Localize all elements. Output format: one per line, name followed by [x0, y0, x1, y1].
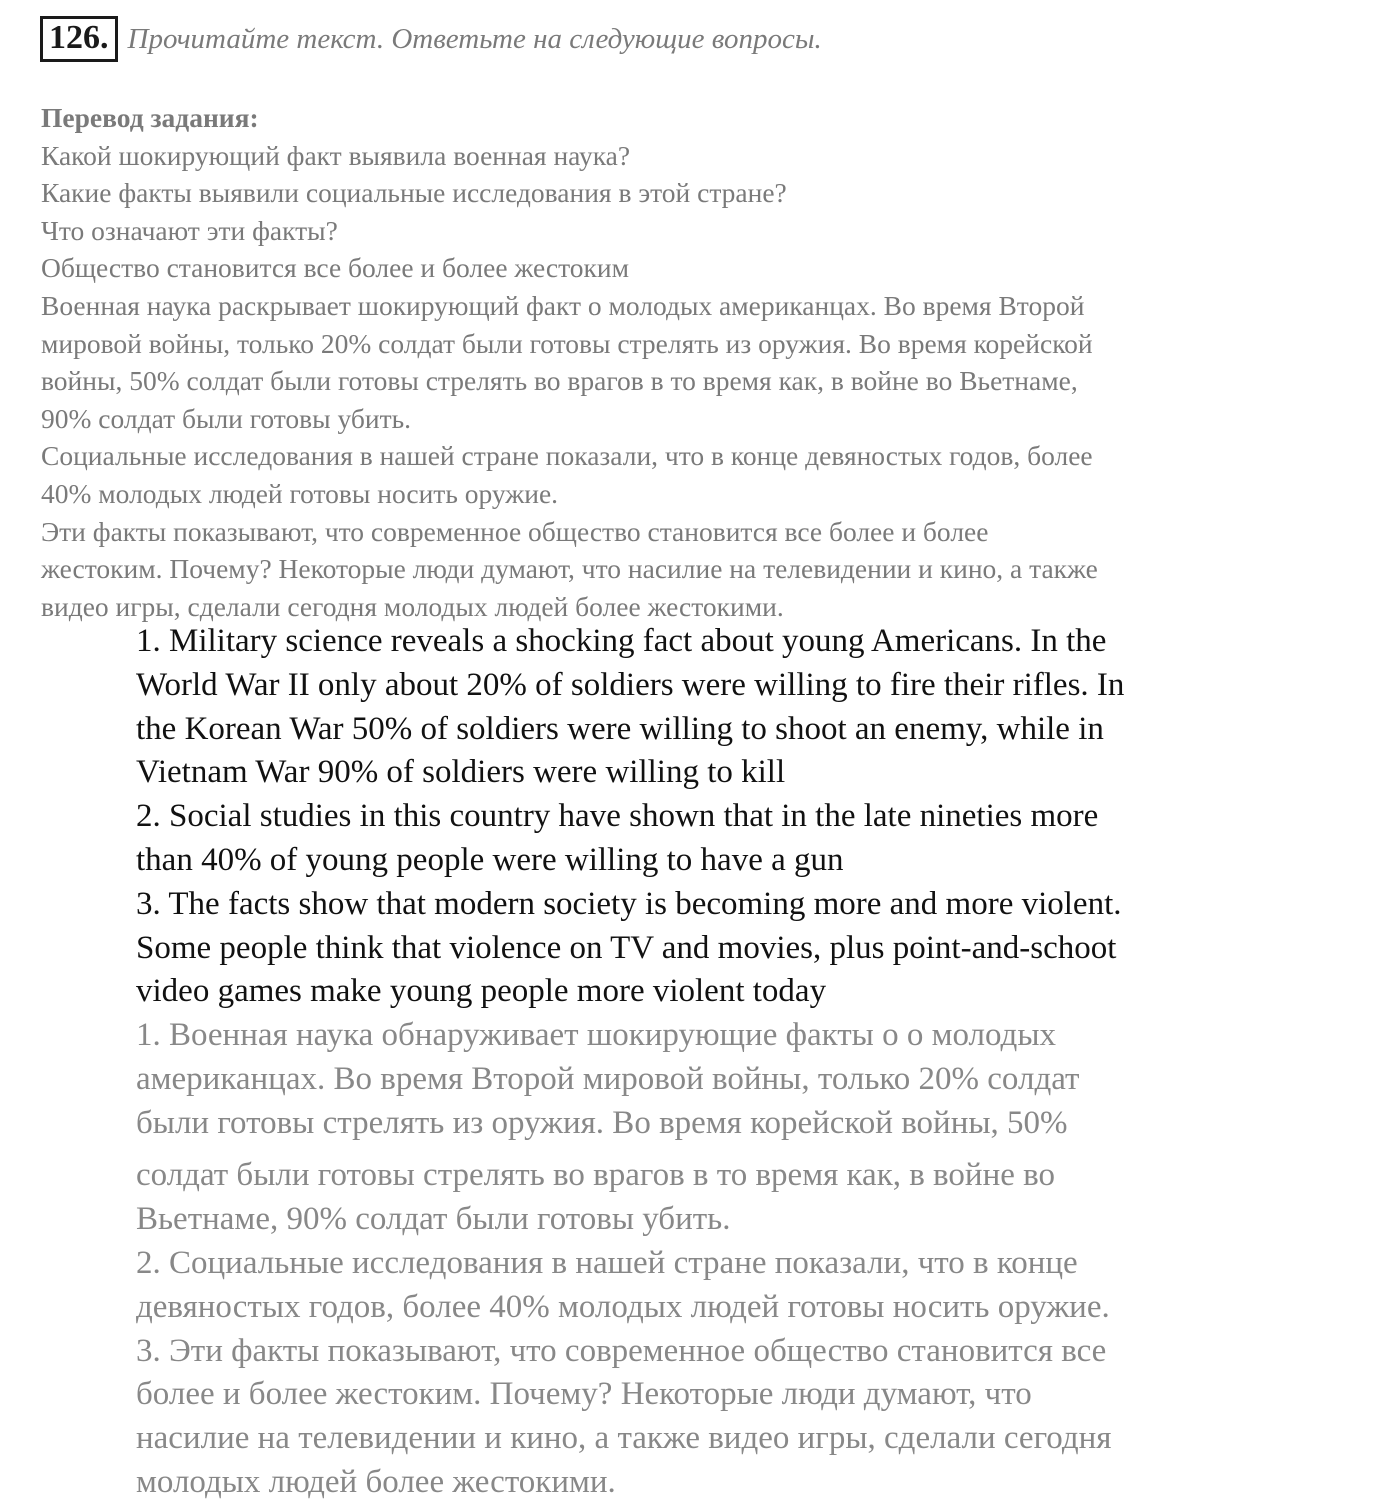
answer-ru-line: 2. Социальные исследования в нашей стране показали, что в конце: [136, 1244, 1078, 1281]
task-instruction: Прочитайте текст. Ответьте на следующие вопросы.: [127, 23, 822, 55]
translation-line: 40% молодых людей готовы носить оружие.: [41, 477, 559, 509]
answer-en-line: Vietnam War 90% of soldiers were willing to kill: [136, 754, 786, 791]
answer-ru-line: девяностых годов, более 40% молодых людей готовы носить оружие.: [136, 1288, 1110, 1325]
translation-line: Социальные исследования в нашей стране показали, что в конце девяностых годов, более: [41, 440, 1093, 472]
answer-en-line: World War II only about 20% of soldiers were willing to fire their rifles. In: [136, 666, 1125, 703]
answer-en-line: 3. The facts show that modern society is becoming more and more violent.: [136, 885, 1122, 922]
translation-line: видео игры, сделали сегодня молодых людей более жестокими.: [41, 590, 784, 622]
answer-ru-line: более и более жестоким. Почему? Некоторые люди думают, что: [136, 1376, 1032, 1413]
translation-line: Какой шокирующий факт выявила военная наука?: [41, 139, 631, 171]
answer-en-line: video games make young people more violent today: [136, 973, 827, 1010]
answer-en-line: Some people think that violence on TV and movies, plus point-and-schoot: [136, 929, 1117, 966]
answers-russian: [136, 1014, 1376, 1505]
translation-line: 90% солдат были готовы убить.: [41, 402, 412, 434]
translation-line: Эти факты показывают, что современное общество становится все более и более: [41, 515, 989, 547]
answer-en-line: 2. Social studies in this country have shown that in the late nineties more: [136, 798, 1099, 835]
task-header: [40, 16, 822, 62]
answer-ru-line: Вьетнаме, 90% солдат были готовы убить.: [136, 1201, 731, 1238]
answer-en-line: 1. Military science reveals a shocking fact about young Americans. In the: [136, 623, 1107, 659]
translation-line: Военная наука раскрывает шокирующий факт о молодых американцах. Во время Второй: [41, 289, 1085, 321]
answer-ru-line: были готовы стрелять из оружия. Во время корейской войны, 50%: [136, 1104, 1068, 1141]
translation-line: Какие факты выявили социальные исследования в этой стране?: [41, 177, 787, 209]
answer-ru-line: 1. Военная наука обнаруживает шокирующие факты о о молодых: [136, 1017, 1057, 1053]
task-number: 126.: [40, 16, 118, 62]
answer-ru-line: американцах. Во время Второй мировой войны, только 20% солдат: [136, 1060, 1080, 1097]
translation-line: Что означают эти факты?: [41, 214, 338, 246]
translation-line: войны, 50% солдат были готовы стрелять во врагов в то время как, в войне во Вьетнаме,: [41, 365, 1078, 397]
answer-ru-line: 3. Эти факты показывают, что современное общество становится все: [136, 1332, 1107, 1369]
translation-line: жестоким. Почему? Некоторые люди думают, что насилие на телевидении и кино, а также: [41, 553, 1098, 585]
answer-en-line: the Korean War 50% of soldiers were willing to shoot an enemy, while in: [136, 710, 1104, 747]
translation-line: Общество становится все более и более жестоким: [41, 252, 630, 284]
answer-ru-line: молодых людей более жестокими.: [136, 1463, 616, 1500]
answers-english: [136, 620, 1376, 1014]
task-translation: [41, 99, 1371, 625]
translation-heading: Перевод задания:: [41, 102, 259, 133]
answer-ru-line: солдат были готовы стрелять во врагов в то время как, в войне во: [136, 1157, 1055, 1194]
translation-line: мировой войны, только 20% солдат были готовы стрелять из оружия. Во время корейской: [41, 327, 1093, 359]
answer-ru-line: насилие на телевидении и кино, а также видео игры, сделали сегодня: [136, 1420, 1112, 1457]
answer-en-line: than 40% of young people were willing to have a gun: [136, 841, 844, 878]
